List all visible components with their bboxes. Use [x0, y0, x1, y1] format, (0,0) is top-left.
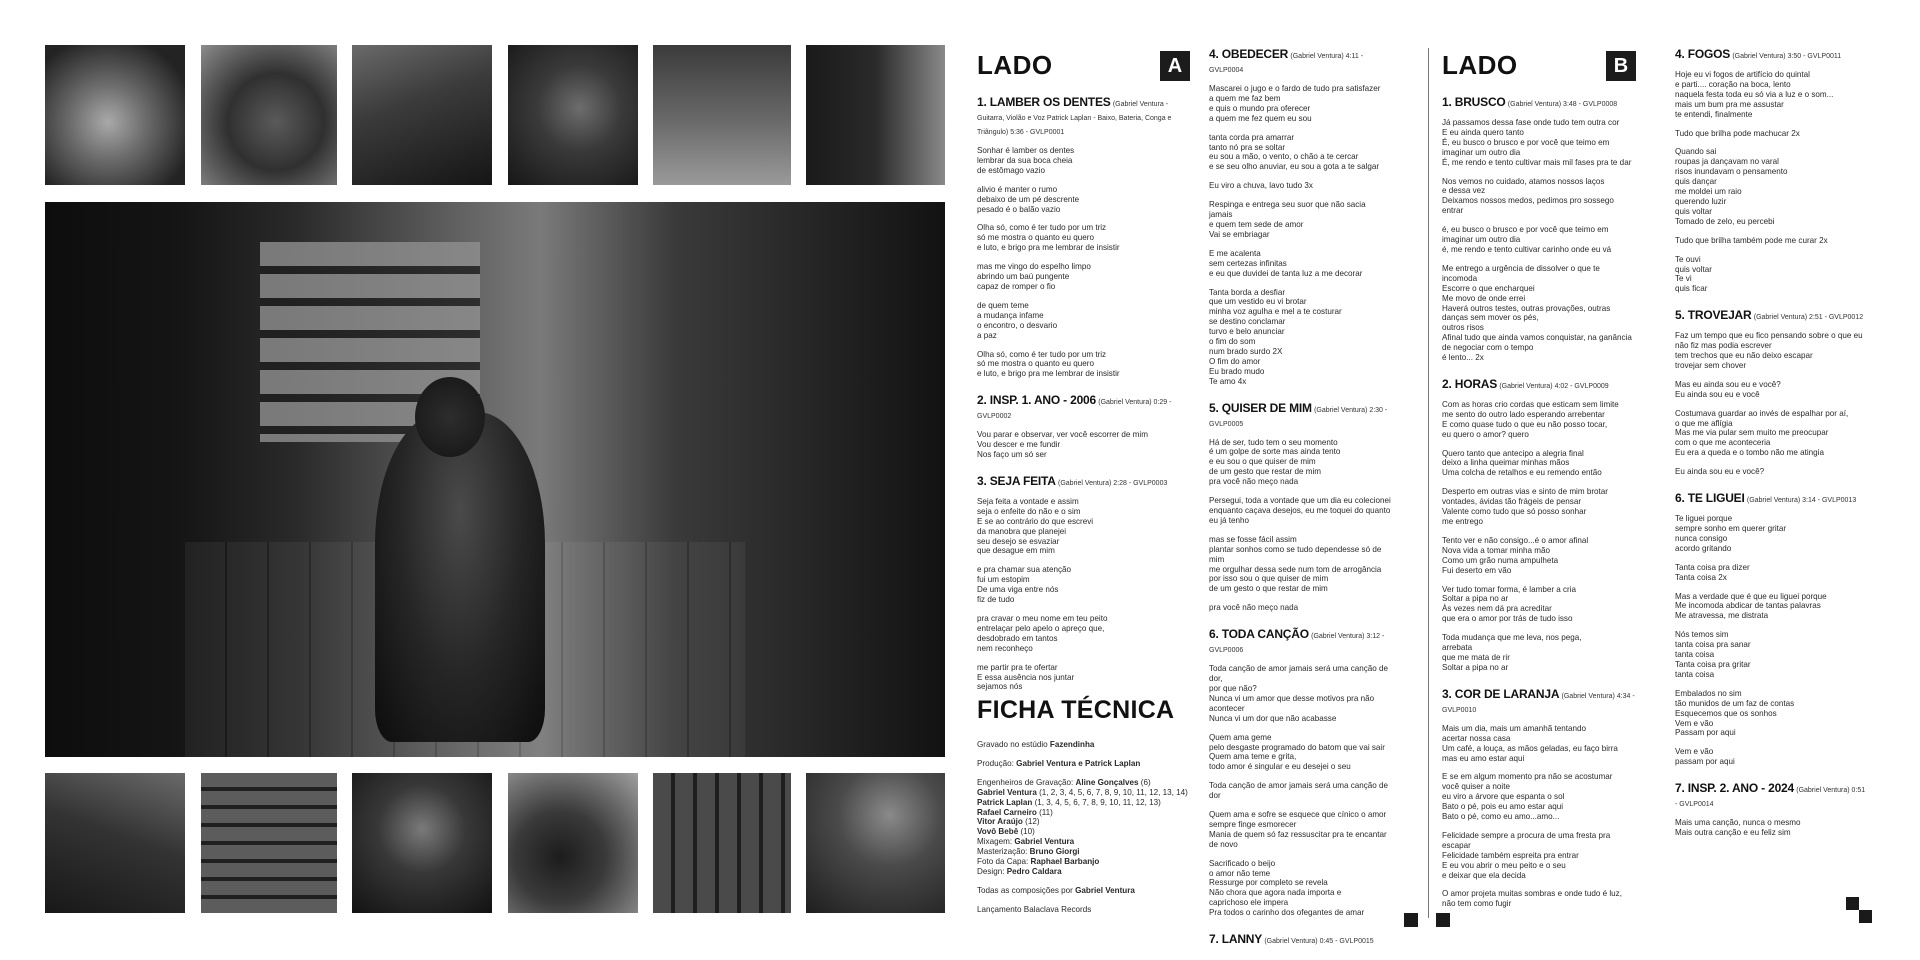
lyric-stanza: pra cravar o meu nome em teu peito entrelaçar pelo apelo o apreço que, desdobrado em tantos nem reconheço [977, 614, 1108, 653]
lyric-stanza: mas me vingo do espelho limpo abrindo um baú pungente capaz de romper o fio [977, 262, 1091, 291]
side-a-column-1 [977, 48, 1190, 914]
engineers-list [977, 788, 1190, 838]
production-names: Gabriel Ventura e Patrick Laplan [1016, 758, 1141, 768]
song-credits: (Gabriel Ventura) 0:51 - GVLP0014 [1675, 787, 1866, 809]
lyric-stanza: Hoje eu vi fogos de artifício do quintal e parti.... coração na boca, lento naquela festa toda eu só via a luz e o som... mais um bum pra me assustar te entendi, finalmente [1675, 70, 1834, 119]
engineer-credit [977, 817, 1190, 827]
decor-square-4 [1859, 910, 1872, 923]
lyric-stanza: Sacrificado o beijo o amor não teme Ressurge por completo se revela Não chora que agora nada importa e caprichoso ele impera Pra todos o carinho dos ofegantes de amar [1209, 858, 1365, 918]
lyric-stanza: Tento ver e não consigo...é o amor afinal Nova vida a tomar minha mão Como um grão numa ampulheta Fui deserto em vão [1442, 535, 1589, 575]
lyric-stanza: Tanta borda a desfiar que um vestido eu vi brotar minha voz agulha e mel a te costurar se destino conclamar turvo e belo anunciar o fim do som num brado surdo 2X O fim do amor Eu brado mudo Te amo 4x [1209, 287, 1342, 386]
song-header [977, 394, 1190, 423]
engineer-credit [977, 798, 1190, 808]
lyric-stanza: alivio é manter o rumo debaixo de um pé descrente pesado é o balão vazio [977, 184, 1080, 214]
lyric-stanza: Sonhar é lamber os dentes lembrar da sua boca cheia de estômago vazio [977, 146, 1075, 175]
song [977, 96, 1190, 379]
ficha-studio [977, 740, 1190, 750]
lyric-stanza: Nós temos sim tanta coisa pra sanar tanta coisa Tanta coisa pra gritar tanta coisa [1675, 630, 1751, 679]
engineer-tracks: (12) [1025, 817, 1040, 827]
top-photo-5 [653, 45, 791, 185]
song-header [977, 475, 1190, 490]
engineer-tracks: (6) [1140, 777, 1151, 787]
ficha-engineers [977, 778, 1190, 877]
song-header [1442, 96, 1636, 111]
song-title: 6. TODA CANÇÃO [1209, 627, 1309, 642]
photo-credit: Raphael Barbanjo [1030, 857, 1100, 867]
song [1675, 492, 1868, 767]
lyric-stanza: Tudo que brilha também pode me curar 2x [1675, 235, 1828, 245]
song [1675, 782, 1868, 838]
lyric-stanza: E me acalenta sem certezas infinitas e eu que duvidei de tanta luz a me decorar [1209, 248, 1363, 278]
song [1675, 309, 1868, 477]
lyric-stanza: Eu viro a chuva, lavo tudo 3x [1209, 181, 1313, 191]
song [1442, 688, 1636, 910]
engineer-tracks: (1, 2, 3, 4, 5, 6, 7, 8, 9, 10, 11, 12, 13, 14) [1039, 787, 1188, 797]
lyric-stanza: Respinga e entrega seu suor que não sacia jamais e quem tem sede de amor Vai se embriagar [1209, 200, 1366, 239]
lyric-stanza: Mas eu ainda sou eu e você? Eu ainda sou eu e você [1675, 379, 1781, 399]
song [977, 475, 1190, 692]
lyric-stanza: Com as horas crio cordas que esticam sem limite me sento do outro lado esperando arrebentar E como quase tudo o que eu não posso tocar, eu quero o amor? quero [1442, 399, 1619, 439]
song-title: 4. OBEDECER [1209, 47, 1289, 61]
song-title: 4. FOGOS [1675, 47, 1731, 61]
side-b-songs-part-2 [1675, 48, 1868, 838]
engineer-credit [977, 827, 1190, 837]
bottom-photo-1 [45, 773, 185, 913]
lyric-stanza: O amor projeta muitas sombras e onde tudo é luz, não tem como fugir [1442, 889, 1622, 909]
lyric-stanza: Vem e vão passam por aqui [1675, 747, 1735, 767]
lyric-stanza: Me entrego a urgência de dissolver o que te incomoda Escorre o que encharquei Me movo de onde errei Haverá outros testes, outras provações, outras danças sem mover os pés, outros risos Afinal tudo que ainda vamos conquistar, na ganância de negociar com o tempo é lento... 2x [1442, 263, 1632, 363]
engineer-name: Aline Gonçalves [1075, 777, 1139, 787]
side-b-column-1 [1442, 48, 1636, 924]
lyric-stanza: Mais uma canção, nunca o mesmo Mais outra canção e eu feliz sim [1675, 818, 1801, 838]
compositions-label: Todas as composições por [977, 885, 1076, 895]
lyric-stanza: Costumava guardar ao invés de espalhar por aí, o que me aflígia Mas me via pular sem muito me preocupar com o que me aconteceria Eu era a queda e o tombo não me atingia [1675, 408, 1849, 458]
song-header [1442, 688, 1636, 717]
song-credits: (Gabriel Ventura - Guitarra, Violão e Voz Patrick Laplan - Baixo, Bateria, Conga e Triângulo) 5:36 - GVLP0001 [977, 101, 1172, 136]
design-name: Pedro Caldara [1006, 866, 1062, 876]
side-divider [1428, 48, 1429, 918]
song-title: 1. LAMBER OS DENTES [977, 95, 1111, 109]
master-name: Bruno Giorgi [1029, 847, 1080, 857]
side-a-badge: A [1160, 51, 1190, 81]
side-a-songs-part-2 [1209, 48, 1391, 948]
engineer-name: Vitor Araújo [977, 817, 1023, 827]
engineer-tracks: (11) [1039, 807, 1053, 817]
ficha-title: FICHA TÉCNICA [977, 696, 1175, 724]
seated-figure [375, 412, 545, 742]
mix-name: Gabriel Ventura [1014, 837, 1075, 847]
lyric-stanza: Mais um dia, mais um amanhã tentando acertar nossa casa Um café, a louça, as mãos geladas, eu faço birra mas eu amo estar aqui [1442, 723, 1618, 763]
ficha-production [977, 759, 1190, 769]
song-credits: (Gabriel Ventura) 2:30 - GVLP0005 [1209, 406, 1388, 428]
song-title: 7. INSP. 2. ANO - 2024 [1675, 781, 1794, 796]
lyric-stanza: mas se fosse fácil assim plantar sonhos como se tudo dependesse só de mim me orgulhar dessa sede num tom de arrogância por isso sou o que quiser de mim de um gesto o que restar de mim [1209, 534, 1382, 594]
song-credits: (Gabriel Ventura) 0:29 - GVLP0002 [977, 399, 1172, 421]
bottom-photo-6 [806, 773, 945, 913]
song-credits: (Gabriel Ventura) 4:02 - GVLP0009 [1499, 382, 1609, 390]
song-header [1675, 492, 1868, 507]
lyric-stanza: Quem ama e sofre se esquece que cínico o amor sempre finge esmorecer Mania de quem só faz ressuscitar pra te encantar de novo [1209, 810, 1387, 849]
engineer-credit [977, 808, 1190, 818]
song [1442, 96, 1636, 363]
lyric-stanza: Já passamos dessa fase onde tudo tem outra cor E eu ainda quero tanto É, eu busco o brusco e por você que teimo em imaginar um outro dia É, me rendo e tento cultivar mais mil fases pra te dar [1442, 118, 1632, 167]
lyric-stanza: tanta corda pra amarrar tanto nó pra se soltar eu sou a mão, o vento, o chão a te cercar e se seu olho anuviar, eu sou a gota a te salgar [1209, 132, 1380, 172]
top-photo-3 [352, 45, 492, 185]
song-credits: (Gabriel Ventura) 2:51 - GVLP0012 [1753, 314, 1864, 322]
lyric-stanza: Toda canção de amor jamais será uma canção de dor [1209, 781, 1389, 801]
lyric-stanza: me partir pra te ofertar E essa ausência nos juntar sejamos nós [977, 662, 1075, 692]
song-header [1675, 48, 1868, 63]
song-title: 3. COR DE LARANJA [1442, 686, 1560, 701]
ficha-release: Lançamento Balaclava Records [977, 904, 1092, 914]
song [1209, 933, 1391, 948]
lyric-stanza: Seja feita a vontade e assim seja o enfeite do não e o sim E se ao contrário do que escrevi da manobra que planejei seu desejo se esvaziar que desague em mim [977, 496, 1094, 556]
top-photo-1 [45, 45, 185, 185]
lyric-stanza: Quero tanto que antecipo a alegria final deixo a linha queimar minhas mãos Uma colcha de retalhos e eu remendo então [1442, 448, 1602, 478]
bottom-photo-4 [508, 773, 638, 913]
side-b-title: LADO [1442, 50, 1518, 80]
lyric-stanza: Vou parar e observar, ver você escorrer de mim Vou descer e me fundir Nos faço um só ser [977, 430, 1148, 460]
song-header [1675, 309, 1868, 324]
engineer-name: Patrick Laplan [977, 797, 1033, 807]
engineer-tracks: (1, 3, 4, 5, 6, 7, 8, 9, 10, 11, 12, 13) [1034, 797, 1161, 807]
song-header [1209, 628, 1391, 657]
engineer-name: Rafael Carneiro [977, 807, 1037, 817]
song-title: 6. TE LIGUEI [1675, 491, 1745, 506]
lyric-stanza: Nos vemos no cuidado, atamos nossos laços e dessa vez Deixamos nossos medos, pedimos pro sossego entrar [1442, 176, 1614, 216]
song-title: 5. QUISER DE MIM [1209, 400, 1312, 415]
lyric-stanza: Olha só, como é ter tudo por um triz só me mostra o quanto eu quero e luto, e brigo pra me lembrar de insistir [977, 223, 1120, 253]
lyric-stanza: e pra chamar sua atenção fui um estopim De uma viga entre nós fiz de tudo [977, 565, 1072, 605]
song-credits: (Gabriel Ventura) 0:45 - GVLP0015 [1264, 938, 1374, 946]
mix-label: Mixagem: [977, 837, 1015, 847]
studio-name: Fazendinha [1049, 740, 1095, 749]
lyric-stanza: Te liguei porque sempre sonho em querer gritar nunca consigo acordo gritando [1675, 514, 1787, 553]
side-a-songs-part-1 [977, 96, 1190, 692]
side-b-badge: B [1606, 51, 1636, 81]
song-credits: (Gabriel Ventura) 3:14 - GVLP0013 [1746, 497, 1857, 505]
decor-square-2 [1436, 913, 1450, 927]
lyric-stanza: Faz um tempo que eu fico pensando sobre o que eu não fiz mas podia escrever tem trechos que eu não deixo escapar trovejar sem chover [1675, 331, 1863, 370]
song-credits: (Gabriel Ventura) 3:48 - GVLP0008 [1507, 101, 1618, 108]
song [1442, 378, 1636, 673]
decor-square-3 [1846, 897, 1859, 910]
song-header [1209, 933, 1391, 948]
lyric-stanza: Mascarei o jugo e o fardo de tudo pra satisfazer a quem me faz bem e quis o mundo pra oferecer a quem me fez quem eu sou [1209, 84, 1381, 123]
song [1209, 628, 1391, 918]
song-credits: (Gabriel Ventura) 3:12 - GVLP0006 [1209, 633, 1385, 655]
lyric-stanza: Desperto em outras vias e sinto de mim brotar vontades, ávidas tão frágeis de pensar Valente como tudo que só posso sonhar me entrego [1442, 487, 1608, 526]
lyric-stanza: Tanta coisa pra dizer Tanta coisa 2x [1675, 562, 1750, 582]
lyric-stanza: de quem teme a mudança infame o encontro, o desvario a paz [977, 300, 1058, 340]
song-credits: (Gabriel Ventura) 3:50 - GVLP0011 [1732, 53, 1842, 60]
ficha-photo [977, 857, 1190, 867]
bottom-photo-3 [352, 773, 492, 913]
song-title: 2. INSP. 1. ANO - 2006 [977, 393, 1096, 408]
main-photo [45, 202, 945, 757]
lyric-stanza: Há de ser, tudo tem o seu momento é um golpe de sorte mas ainda tento e eu sou o que quiser de mim de um gesto que restar de mim pra você não meço nada [1209, 437, 1341, 487]
side-a-header [977, 48, 1190, 82]
top-photo-4 [508, 45, 638, 185]
lyric-stanza: Quando sai roupas ja dançavam no varal risos inundavam o pensamento quis dançar me moldei um raio querendo luzir quis voltar Tomado de zelo, eu percebi [1675, 147, 1788, 226]
lyric-stanza: Persegui, toda a vontade que um dia eu colecionei enquanto caçava desejos, eu me toquei do quanto eu já tenho [1209, 496, 1391, 525]
bottom-photo-5 [653, 773, 791, 913]
song-title: 7. LANNY [1209, 932, 1263, 947]
song-header [1675, 782, 1868, 811]
lyric-stanza: é, eu busco o brusco e por você que teimo em imaginar um outro dia é, me rendo e tento cultivar carinho onde eu vá [1442, 225, 1612, 254]
song-credits: (Gabriel Ventura) 4:34 - GVLP0010 [1442, 692, 1635, 714]
lyric-stanza: Tudo que brilha pode machucar 2x [1675, 128, 1800, 138]
lyric-stanza: Mas a verdade que é que eu liguei porque Me incomoda abdicar de tantas palavras Me atravessa, me distrata [1675, 591, 1827, 621]
song-title: 3. SEJA FEITA [977, 473, 1056, 488]
song-credits: (Gabriel Ventura) 2:28 - GVLP0003 [1058, 479, 1168, 487]
lyric-stanza: Ver tudo tomar forma, é lamber a cria Soltar a pipa no ar Às vezes nem dá pra acreditar que era o amor por trás de tudo isso [1442, 584, 1577, 624]
engineers-label: Engenheiros de Gravação: [977, 777, 1076, 787]
side-b-column-2 [1675, 48, 1868, 853]
lyric-stanza: Eu ainda sou eu e você? [1675, 467, 1765, 477]
side-b-songs-part-1 [1442, 96, 1636, 909]
song-title: 2. HORAS [1442, 376, 1498, 391]
design-label: Design: [977, 866, 1007, 876]
song-title: 1. BRUSCO [1442, 95, 1506, 109]
top-photo-2 [201, 45, 337, 185]
song-header [977, 96, 1190, 139]
lyric-stanza: Toda canção de amor jamais será uma canção de dor, por que não? Nunca vi um amor que desse motivos pra não acontecer Nunca vi um dor que não acabasse [1209, 664, 1389, 723]
engineer-tracks: (10) [1020, 827, 1035, 837]
side-a-title: LADO [977, 50, 1053, 80]
top-photo-6 [806, 45, 945, 185]
song-header [1209, 402, 1391, 431]
lyric-stanza: Te ouvi quis voltar Te vi quis ficar [1675, 254, 1712, 294]
composer-name: Gabriel Ventura [1075, 885, 1135, 895]
ficha-tecnica [977, 696, 1190, 924]
ficha-mix [977, 837, 1190, 847]
studio-label: Gravado no estúdio [977, 740, 1050, 749]
song [977, 394, 1190, 460]
song [1675, 48, 1868, 294]
master-label: Masterização: [977, 847, 1030, 857]
figure-head [415, 377, 485, 457]
side-a-column-2 [1209, 48, 1391, 960]
ficha-compositions [977, 886, 1190, 896]
lyric-stanza: Toda mudança que me leva, nos pega, arrebata que me mata de rir Soltar a pipa no ar [1442, 633, 1582, 672]
lyric-stanza: Embalados no sim tão munidos de um faz de contas Esquecemos que os sonhos Vem e vão Passam por aqui [1675, 688, 1795, 738]
production-label: Produção: [977, 758, 1017, 768]
lyric-stanza: Olha só, como é ter tudo por um triz só me mostra o quanto eu quero e luto, e brigo pra me lembrar de insistir [977, 349, 1120, 379]
lyric-stanza: pra você não meço nada [1209, 603, 1299, 613]
song [1209, 402, 1391, 614]
photo-label: Foto da Capa: [977, 857, 1031, 867]
song-header [1209, 48, 1391, 77]
side-b-header [1442, 48, 1636, 82]
song-header [1442, 378, 1636, 393]
ficha-master [977, 847, 1190, 857]
decor-square-1 [1404, 913, 1418, 927]
engineer-name: Gabriel Ventura [977, 787, 1037, 797]
bottom-photo-2 [201, 773, 337, 913]
ficha-design [977, 867, 1190, 877]
lyric-stanza: E se em algum momento pra não se acostumar você quiser a noite eu viro a árvore que espanta o sol Bato o pé, pois eu amo estar aqui Bato o pé, como eu amo...amo... [1442, 772, 1613, 822]
lyric-stanza: Quem ama geme pelo desgaste programado do batom que vai sair Quem ama teme e grita, todo amor é singular e eu desejei o seu [1209, 732, 1385, 772]
song-credits: (Gabriel Ventura) 4:11 - GVLP0004 [1209, 53, 1364, 74]
song [1209, 48, 1391, 387]
lyric-stanza: Felicidade sempre a procura de uma fresta pra escapar Felicidade também espreita pra entrar E eu vou abrir o meu peito e o seu e deixar que ela decida [1442, 830, 1611, 880]
engineer-credit [977, 788, 1190, 798]
engineer-name: Vovô Bebê [977, 827, 1019, 837]
song-title: 5. TROVEJAR [1675, 308, 1752, 323]
engineers-line [977, 778, 1190, 788]
